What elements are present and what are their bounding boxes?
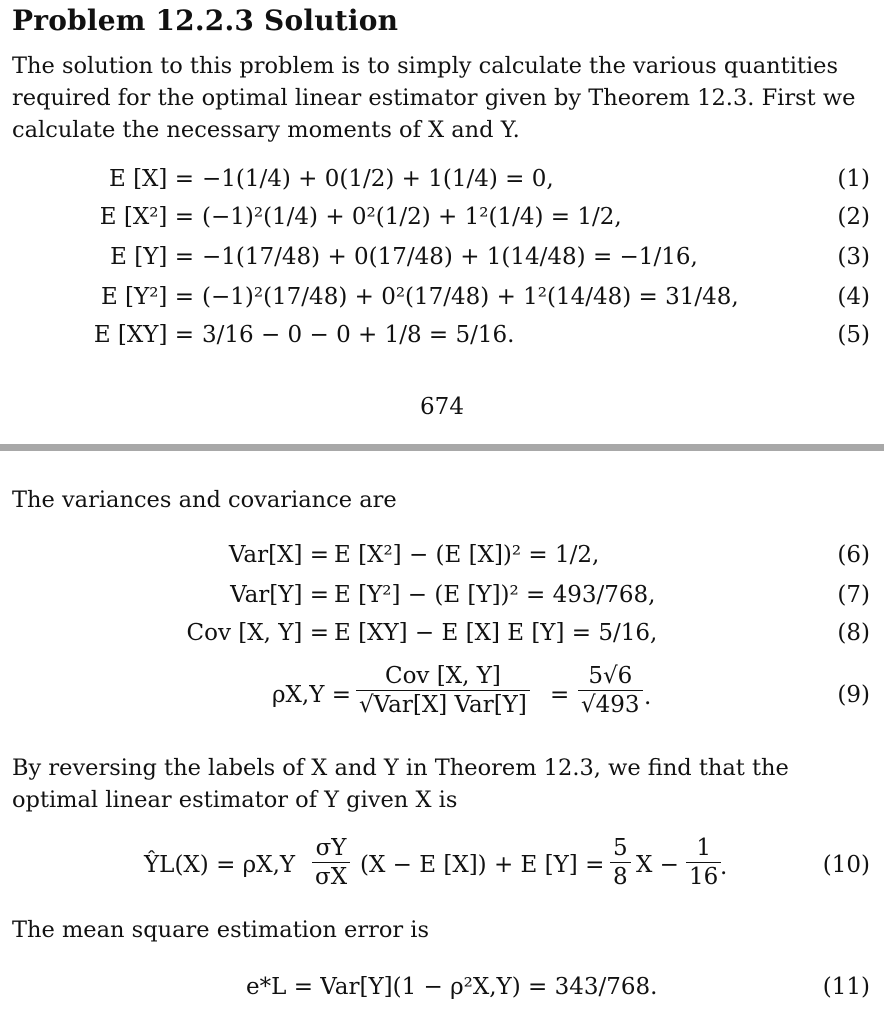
estimator-period: . <box>720 854 728 880</box>
mse-expression: e*L = Var[Y](1 − ρ²X,Y) = 343/768. <box>246 974 658 1000</box>
eq2-number: (2) <box>837 204 870 230</box>
rho-frac2-denominator: √493 <box>581 692 640 718</box>
eq4-rhs: (−1)²(17/48) + 0²(17/48) + 1²(14/48) = 31/48, <box>202 284 739 310</box>
eq1-rhs: −1(1/4) + 0(1/2) + 1(1/4) = 0, <box>202 166 554 192</box>
coef-denominator: 8 <box>613 864 628 890</box>
eq5-number: (5) <box>837 322 870 348</box>
eq8-lhs: Cov [X, Y] = <box>186 620 329 646</box>
eq5-lhs: E [XY] = <box>93 322 194 348</box>
eq1-number: (1) <box>837 166 870 192</box>
sigma-denominator: σX <box>315 864 348 890</box>
eq10-number: (10) <box>822 852 870 878</box>
eq3-number: (3) <box>837 244 870 270</box>
reverse-paragraph: By reversing the labels of X and Y in Theorem 12.3, we find that the optimal linear estimator of Y given X is <box>12 755 789 813</box>
rho-frac1-denominator: √Var[X] Var[Y] <box>359 692 527 718</box>
eq8-number: (8) <box>837 620 870 646</box>
eq8-rhs: E [XY] − E [X] E [Y] = 5/16, <box>334 620 658 646</box>
eq6-lhs: Var[X] = <box>228 542 329 568</box>
eq9-number: (9) <box>837 682 870 708</box>
const-fraction <box>686 834 721 891</box>
eq11-number: (11) <box>822 974 870 1000</box>
const-numerator: 1 <box>686 834 721 863</box>
problem-title: Problem 12.2.3 Solution <box>12 4 399 37</box>
eq3-lhs: E [Y] = <box>110 244 194 270</box>
estimator-lhs: ŶL(X) = ρX,Y <box>144 852 296 878</box>
const-denominator: 16 <box>689 864 719 890</box>
rho-equals: = <box>550 682 570 708</box>
eq6-rhs: E [X²] − (E [X])² = 1/2, <box>334 542 600 568</box>
rho-lhs: ρX,Y = <box>272 682 351 708</box>
eq2-lhs: E [X²] = <box>99 204 194 230</box>
estimator-middle: (X − E [X]) + E [Y] = <box>360 852 605 878</box>
rho-fraction-1 <box>356 662 530 719</box>
eq7-rhs: E [Y²] − (E [Y])² = 493/768, <box>334 582 656 608</box>
eq2-rhs: (−1)²(1/4) + 0²(1/2) + 1²(1/4) = 1/2, <box>202 204 622 230</box>
coef-numerator: 5 <box>610 834 631 863</box>
eq3-rhs: −1(17/48) + 0(17/48) + 1(14/48) = −1/16, <box>202 244 698 270</box>
eq4-number: (4) <box>837 284 870 310</box>
rho-frac2-numerator: 5√6 <box>578 662 643 691</box>
eq1-lhs: E [X] = <box>108 166 194 192</box>
intro-paragraph: The solution to this problem is to simply calculate the various quantities required for the optimal linear estimator given by Theorem 12.3. First we calculate the necessary moments of X and Y. <box>12 53 856 143</box>
sigma-fraction <box>312 834 350 891</box>
eq7-number: (7) <box>837 582 870 608</box>
eq5-rhs: 3/16 − 0 − 0 + 1/8 = 5/16. <box>202 322 515 348</box>
rho-frac1-numerator: Cov [X, Y] <box>356 662 530 691</box>
eq4-lhs: E [Y²] = <box>100 284 194 310</box>
rho-period: . <box>644 684 652 710</box>
variances-intro: The variances and covariance are <box>12 487 397 513</box>
coef-fraction <box>610 834 631 891</box>
rho-fraction-2 <box>578 662 643 719</box>
sigma-numerator: σY <box>312 834 350 863</box>
eq6-number: (6) <box>837 542 870 568</box>
estimator-x-minus: X − <box>636 852 679 878</box>
mse-paragraph: The mean square estimation error is <box>12 917 430 943</box>
page-divider <box>0 444 884 451</box>
page-number: 674 <box>420 394 464 420</box>
eq7-lhs: Var[Y] = <box>230 582 329 608</box>
